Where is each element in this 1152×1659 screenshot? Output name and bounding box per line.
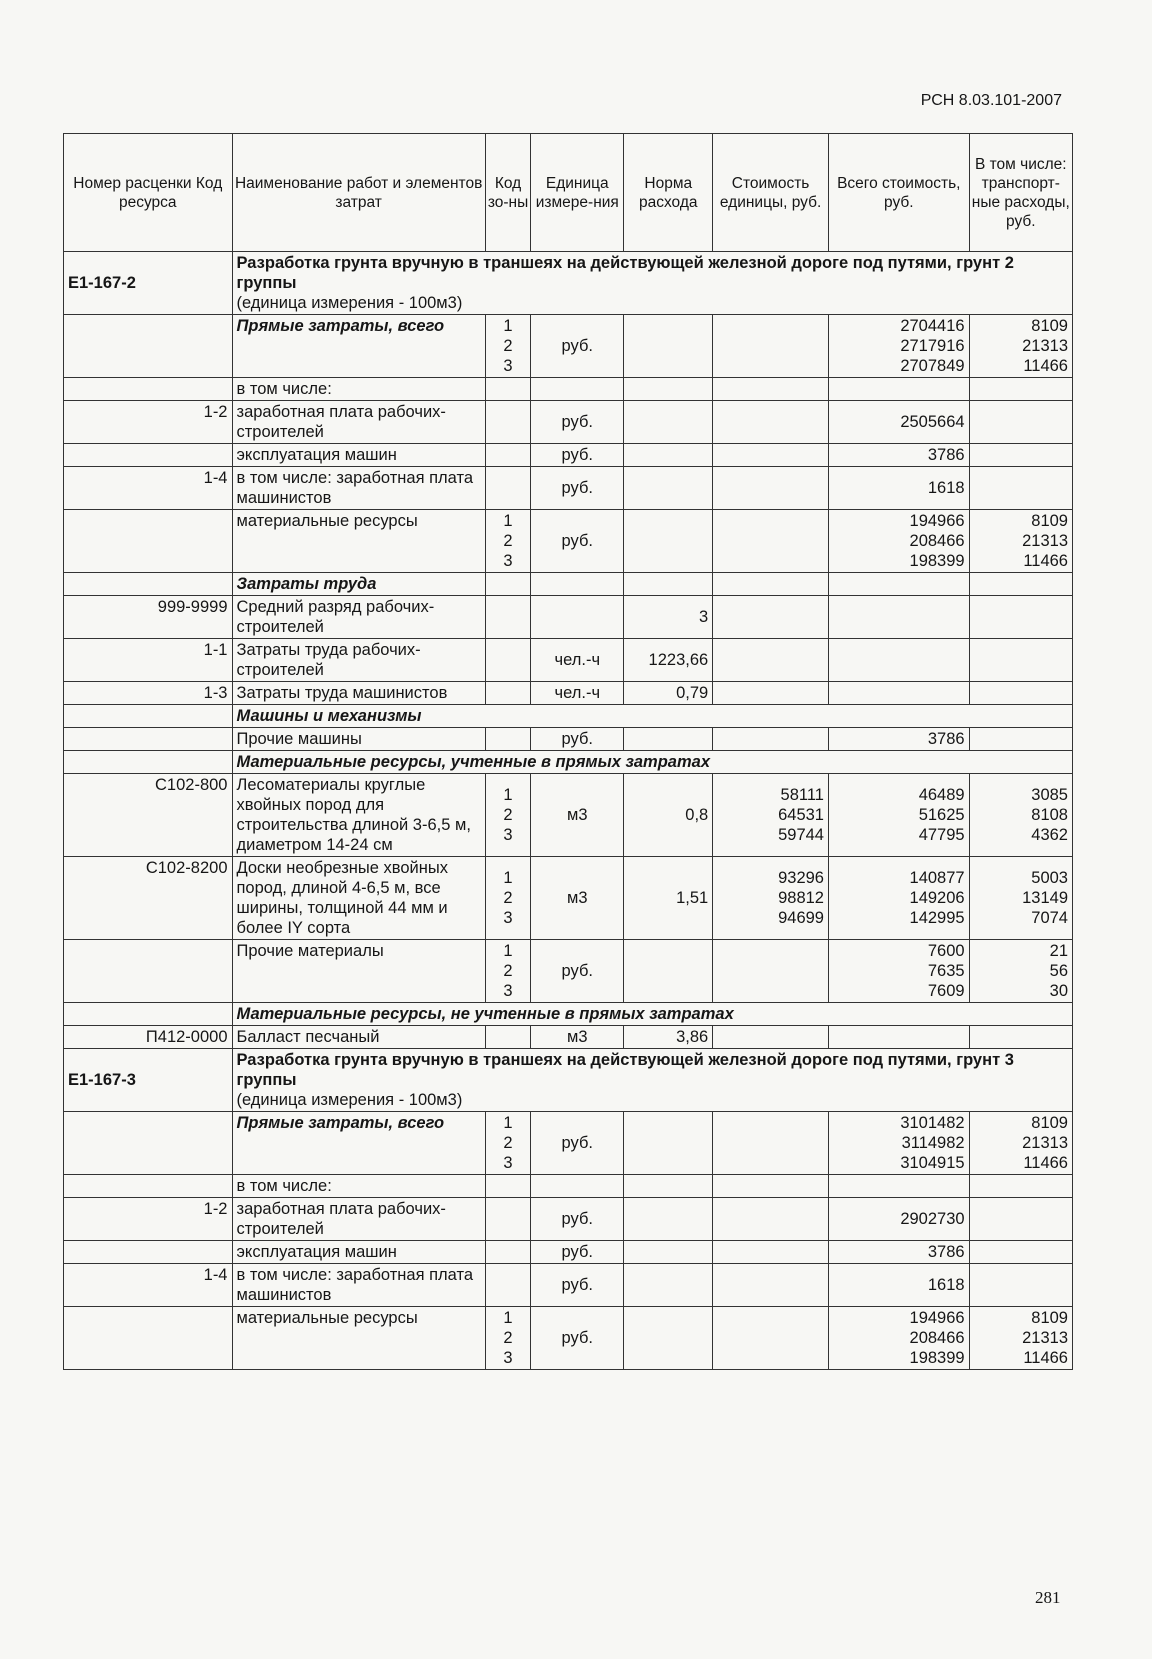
unit-cell: м3 [531, 857, 624, 940]
zone-codes: 1 2 3 [485, 315, 530, 378]
table-row-ballast [64, 1026, 1073, 1049]
row-label: Прямые затраты, всего [232, 315, 485, 378]
norm-cell: 3,86 [624, 1026, 713, 1049]
table-row-materials [64, 1307, 1073, 1370]
section-title: Разработка грунта вручную в траншеях на действующей железной дороге под путями, грунт 3 группы [236, 1051, 1014, 1089]
row-label: в том числе: [232, 1175, 485, 1198]
table-row-materials-counted-title [64, 751, 1073, 774]
group-title: Машины и механизмы [232, 705, 1073, 728]
section-title-row [64, 1049, 1073, 1112]
table-row-labor-title [64, 573, 1073, 596]
norm-cell: 3 [624, 596, 713, 639]
unit-cost-cell: 93296 98812 94699 [713, 857, 829, 940]
table-row-machinist-wages [64, 1264, 1073, 1307]
transport-cell: 8109 21313 11466 [969, 315, 1072, 378]
total-cost-cell: 3786 [828, 728, 969, 751]
row-label: в том числе: [232, 378, 485, 401]
total-cost-cell: 2902730 [828, 1198, 969, 1241]
zone-codes: 1 2 3 [485, 1112, 530, 1175]
header-code: Номер расценки Код ресурса [64, 134, 233, 252]
row-label: Прочие материалы [232, 940, 485, 1003]
header-row [64, 134, 1073, 252]
transport-cell: 21 56 30 [969, 940, 1072, 1003]
section-code: Е1-167-2 [64, 252, 233, 315]
section-1-body [64, 315, 1073, 1049]
unit-cell: м3 [531, 1026, 624, 1049]
section-unit-note: (единица измерения - 100м3) [236, 1091, 463, 1109]
norm-cell: 0,79 [624, 682, 713, 705]
table-row-materials-uncounted-title [64, 1003, 1073, 1026]
table-row-lumber [64, 774, 1073, 857]
table-row-labor-machinists [64, 682, 1073, 705]
section-e1-167-2 [64, 252, 1073, 315]
row-label: Прочие машины [232, 728, 485, 751]
transport-cell: 8109 21313 11466 [969, 510, 1072, 573]
unit-cell: руб. [531, 1241, 624, 1264]
header-transport: В том числе: транспорт-ные расходы, руб. [969, 134, 1072, 252]
table-row-machines-title [64, 705, 1073, 728]
table-row-wages [64, 401, 1073, 444]
row-label: в том числе: заработная плата машинистов [232, 1264, 485, 1307]
resource-code: 999-9999 [64, 596, 233, 639]
row-label: Доски необрезные хвойных пород, длиной 4-6,5 м, все ширины, толщиной 44 мм и более IY сорта [232, 857, 485, 940]
total-cost-cell: 3101482 3114982 3104915 [828, 1112, 969, 1175]
section-title: Разработка грунта вручную в траншеях на действующей железной дороге под путями, грунт 2 группы [236, 254, 1014, 292]
norm-cell: 0,8 [624, 774, 713, 857]
table-row-materials [64, 510, 1073, 573]
header-unit-cost: Стоимость единицы, руб. [713, 134, 829, 252]
unit-cell: руб. [531, 728, 624, 751]
row-label: Балласт песчаный [232, 1026, 485, 1049]
resource-code: С102-8200 [64, 857, 233, 940]
row-label: в том числе: заработная плата машинистов [232, 467, 485, 510]
row-label: материальные ресурсы [232, 1307, 485, 1370]
table-row-including [64, 1175, 1073, 1198]
page-number: 281 [1035, 1588, 1061, 1607]
resource-code: 1-1 [64, 639, 233, 682]
unit-cell: руб. [531, 467, 624, 510]
total-cost-cell: 3786 [828, 444, 969, 467]
total-cost-cell: 7600 7635 7609 [828, 940, 969, 1003]
unit-cell: руб. [531, 510, 624, 573]
unit-cell: руб. [531, 1198, 624, 1241]
header-zone: Код зо-ны [485, 134, 530, 252]
row-label: заработная плата рабочих-строителей [232, 1198, 485, 1241]
table-row-direct-costs [64, 1112, 1073, 1175]
table-row-wages [64, 1198, 1073, 1241]
total-cost-cell: 194966 208466 198399 [828, 510, 969, 573]
total-cost-cell: 194966 208466 198399 [828, 1307, 969, 1370]
resource-code: 1-4 [64, 467, 233, 510]
price-table [63, 133, 1073, 1370]
table-row-rank [64, 596, 1073, 639]
header-name: Наименование работ и элементов затрат [232, 134, 485, 252]
total-cost-cell: 2505664 [828, 401, 969, 444]
transport-cell: 8109 21313 11466 [969, 1112, 1072, 1175]
header-unit: Единица измере-ния [531, 134, 624, 252]
transport-cell: 8109 21313 11466 [969, 1307, 1072, 1370]
unit-cell: м3 [531, 774, 624, 857]
section-heading [232, 1049, 1073, 1112]
unit-cell: руб. [531, 444, 624, 467]
transport-cell: 3085 8108 4362 [969, 774, 1072, 857]
zone-codes: 1 2 3 [485, 857, 530, 940]
total-cost-cell: 1618 [828, 1264, 969, 1307]
unit-cell: руб. [531, 315, 624, 378]
resource-code: 1-3 [64, 682, 233, 705]
resource-code: П412-0000 [64, 1026, 233, 1049]
table-row-boards [64, 857, 1073, 940]
total-cost-cell: 2704416 2717916 2707849 [828, 315, 969, 378]
row-label: Затраты труда рабочих-строителей [232, 639, 485, 682]
section-heading [232, 252, 1073, 315]
row-label: Средний разряд рабочих-строителей [232, 596, 485, 639]
group-title: Затраты труда [232, 573, 485, 596]
row-label: Прямые затраты, всего [232, 1112, 485, 1175]
header-norm: Норма расхода [624, 134, 713, 252]
document-code: РСН 8.03.101-2007 [920, 92, 1062, 109]
table-row-other-machines [64, 728, 1073, 751]
unit-cost-cell: 58111 64531 59744 [713, 774, 829, 857]
resource-code: 1-4 [64, 1264, 233, 1307]
row-label: Лесоматериалы круглые хвойных пород для строительства длиной 3-6,5 м, диаметром 14-24 см [232, 774, 485, 857]
header-total-cost: Всего стоимость, руб. [828, 134, 969, 252]
table-row-machinist-wages [64, 467, 1073, 510]
row-label: эксплуатация машин [232, 1241, 485, 1264]
row-label: материальные ресурсы [232, 510, 485, 573]
table-row-machines [64, 1241, 1073, 1264]
section-e1-167-3 [64, 1049, 1073, 1112]
section-2-body [64, 1112, 1073, 1370]
norm-cell: 1,51 [624, 857, 713, 940]
unit-cell: руб. [531, 1112, 624, 1175]
resource-code: 1-2 [64, 401, 233, 444]
table-row-machines [64, 444, 1073, 467]
total-cost-cell: 46489 51625 47795 [828, 774, 969, 857]
section-title-row [64, 252, 1073, 315]
table-row-direct-costs [64, 315, 1073, 378]
norm-cell: 1223,66 [624, 639, 713, 682]
unit-cell: руб. [531, 1307, 624, 1370]
zone-codes: 1 2 3 [485, 940, 530, 1003]
unit-cell: чел.-ч [531, 639, 624, 682]
table-row-labor-workers [64, 639, 1073, 682]
row-label: эксплуатация машин [232, 444, 485, 467]
row-label: Затраты труда машинистов [232, 682, 485, 705]
section-unit-note: (единица измерения - 100м3) [236, 294, 463, 312]
total-cost-cell: 140877 149206 142995 [828, 857, 969, 940]
resource-code: 1-2 [64, 1198, 233, 1241]
zone-codes: 1 2 3 [485, 774, 530, 857]
zone-codes: 1 2 3 [485, 1307, 530, 1370]
table-row-other-materials [64, 940, 1073, 1003]
total-cost-cell: 3786 [828, 1241, 969, 1264]
unit-cell: руб. [531, 401, 624, 444]
zone-codes: 1 2 3 [485, 510, 530, 573]
resource-code: С102-800 [64, 774, 233, 857]
table-row-including [64, 378, 1073, 401]
unit-cell: чел.-ч [531, 682, 624, 705]
unit-cell: руб. [531, 940, 624, 1003]
group-title: Материальные ресурсы, учтенные в прямых затратах [232, 751, 1073, 774]
transport-cell: 5003 13149 7074 [969, 857, 1072, 940]
row-label: заработная плата рабочих-строителей [232, 401, 485, 444]
group-title: Материальные ресурсы, не учтенные в прямых затратах [232, 1003, 1073, 1026]
unit-cell: руб. [531, 1264, 624, 1307]
section-code: Е1-167-3 [64, 1049, 233, 1112]
total-cost-cell: 1618 [828, 467, 969, 510]
